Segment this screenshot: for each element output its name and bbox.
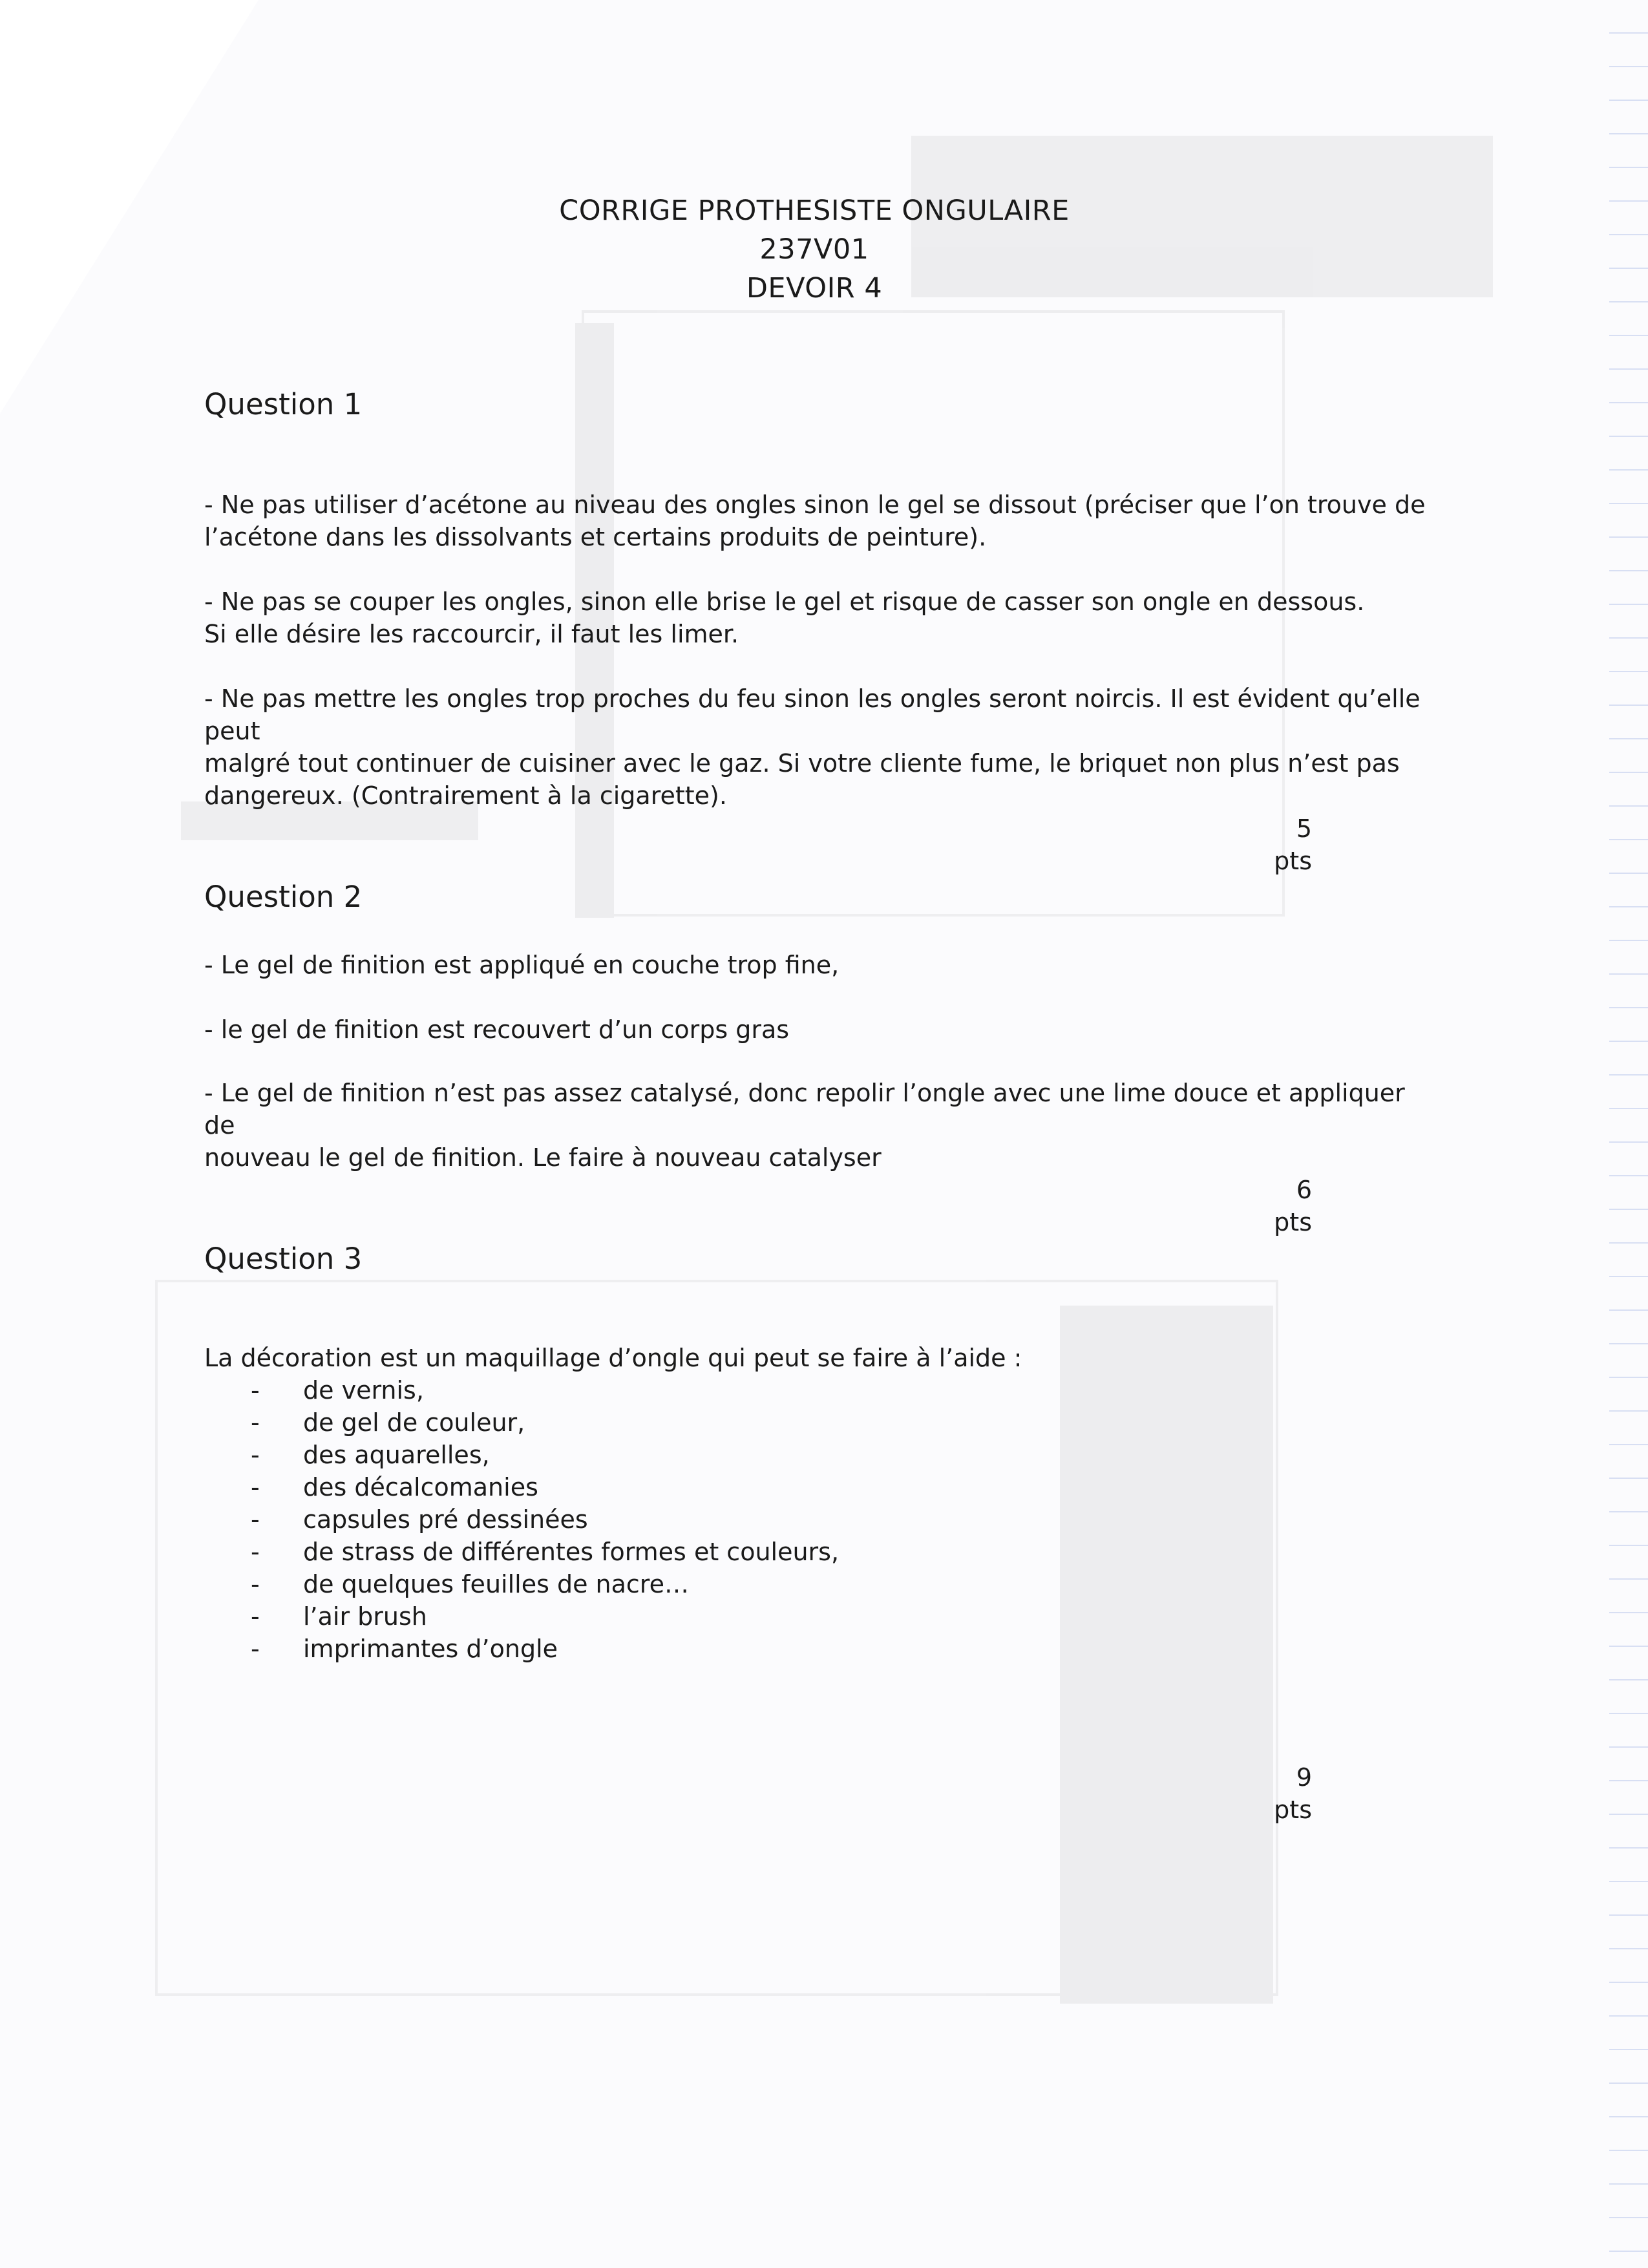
list-item	[204, 1406, 1432, 1439]
question-2-heading: Question 2	[204, 880, 363, 914]
list-item	[204, 1439, 1432, 1471]
list-item	[204, 1374, 1432, 1406]
list-item	[204, 1503, 1432, 1536]
question-3-content	[204, 1342, 1432, 1665]
list-item-text: de quelques feuilles de nacre…	[303, 1570, 689, 1598]
list-item	[204, 1633, 1432, 1665]
document-title	[0, 191, 1629, 308]
text-line: - le gel de finition est recouvert d’un corps gras	[204, 1015, 790, 1044]
text-line: l’acétone dans les dissolvants et certains produits de peinture).	[204, 523, 987, 551]
dash-bullet: -	[251, 1505, 260, 1534]
question-3-heading: Question 3	[204, 1242, 363, 1276]
list-item-text: des décalcomanies	[303, 1473, 538, 1501]
text-line: Si elle désire les raccourcir, il faut les limer.	[204, 620, 739, 648]
text-line: - Ne pas utiliser d’acétone au niveau des ongles sinon le gel se dissout (préciser que l’on trouve de	[204, 491, 1426, 519]
question-2-item-3	[204, 1077, 1432, 1174]
dash-bullet: -	[251, 1538, 260, 1566]
question-1-heading: Question 1	[204, 387, 363, 421]
decoration-list	[204, 1374, 1432, 1665]
question-2-points: 6 pts	[1274, 1176, 1312, 1236]
text-line: - Le gel de finition est appliqué en couche trop fine,	[204, 951, 840, 979]
text-line: - Ne pas mettre les ongles trop proches du feu sinon les ongles seront noircis. Il est évident qu’elle peut	[204, 684, 1421, 745]
dash-bullet: -	[251, 1441, 260, 1469]
list-item-text: l’air brush	[303, 1602, 427, 1631]
text-line: nouveau le gel de finition. Le faire à nouveau catalyser	[204, 1143, 882, 1172]
question-3-intro: La décoration est un maquillage d’ongle qui peut se faire à l’aide :	[204, 1344, 1022, 1372]
list-item-text: des aquarelles,	[303, 1441, 490, 1469]
list-item	[204, 1600, 1432, 1633]
title-line-1: CORRIGE PROTHESISTE ONGULAIRE	[559, 195, 1070, 227]
list-item-text: imprimantes d’ongle	[303, 1635, 558, 1663]
question-2-item-1	[204, 949, 1432, 981]
list-item	[204, 1536, 1432, 1568]
text-line: malgré tout continuer de cuisiner avec le gaz. Si votre cliente fume, le briquet non plus n’est pas	[204, 749, 1400, 778]
list-item	[204, 1568, 1432, 1600]
dash-bullet: -	[251, 1408, 260, 1437]
title-line-2: 237V01	[759, 233, 869, 266]
question-1-points: 5 pts	[1274, 814, 1312, 875]
question-3-points: 9 pts	[1274, 1763, 1312, 1824]
text-line: dangereux. (Contrairement à la cigarette).	[204, 781, 727, 810]
title-line-3: DEVOIR 4	[746, 272, 883, 304]
dash-bullet: -	[251, 1635, 260, 1663]
list-item-text: de vernis,	[303, 1376, 424, 1404]
question-1-paragraph-2	[204, 586, 1432, 650]
list-item-text: capsules pré dessinées	[303, 1505, 588, 1534]
dash-bullet: -	[251, 1570, 260, 1598]
list-item	[204, 1471, 1432, 1503]
dash-bullet: -	[251, 1473, 260, 1501]
dash-bullet: -	[251, 1602, 260, 1631]
text-line: - Le gel de finition n’est pas assez catalysé, donc repolir l’ongle avec une lime douce et appliquer de	[204, 1079, 1405, 1139]
question-1-paragraph-1	[204, 489, 1432, 553]
dash-bullet: -	[251, 1376, 260, 1404]
question-1-paragraph-3	[204, 683, 1432, 812]
list-item-text: de gel de couleur,	[303, 1408, 525, 1437]
list-item-text: de strass de différentes formes et couleurs,	[303, 1538, 840, 1566]
question-2-item-2	[204, 1013, 1432, 1046]
text-line: - Ne pas se couper les ongles, sinon elle brise le gel et risque de casser son ongle en dessous.	[204, 588, 1365, 616]
